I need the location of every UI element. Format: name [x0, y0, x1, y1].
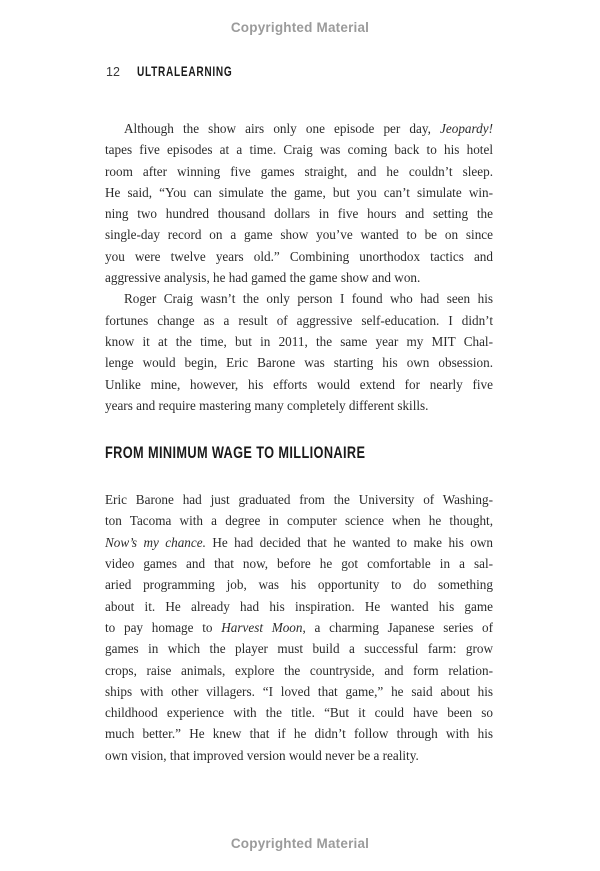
body-line [105, 139, 493, 160]
body-line [105, 288, 493, 309]
body-text: aggressive analysis, he had gamed the game show and won. [105, 270, 421, 286]
body-line [105, 352, 493, 373]
body-text: aried programming job, was his opportunity to do something [105, 577, 493, 593]
body-text: childhood experience with the title. “But it could have been so [105, 705, 493, 721]
body-line [105, 574, 493, 595]
paragraph [105, 118, 493, 288]
body-line [105, 203, 493, 224]
body-text: fortunes change as a result of aggressive self-education. I didn’t [105, 312, 493, 328]
body-line [105, 681, 493, 702]
body-text: much better.” He knew that if he didn’t follow through with his [105, 726, 493, 742]
body-line [105, 489, 493, 510]
body-text: , a charming Japanese series of [302, 619, 493, 635]
body-text: ships with other villagers. “I loved that game,” he said about his [105, 683, 493, 699]
page-header [106, 63, 269, 81]
body-line [105, 224, 493, 245]
body-line [105, 745, 493, 766]
body-text: about it. He already had his inspiration. He wanted his game [105, 598, 493, 614]
body-text: single-day record on a game show you’ve wanted to be on since [105, 227, 493, 243]
page-body [105, 118, 493, 766]
copyright-notice-top: Copyrighted Material [230, 20, 370, 35]
body-text: video games and that now, before he got comfortable in a sal- [105, 556, 493, 572]
body-text: ton Tacoma with a degree in computer science when he thought, [105, 513, 493, 529]
paragraph [105, 288, 493, 416]
body-line [105, 331, 493, 352]
body-text: years and require mastering many completely different skills. [105, 397, 429, 413]
body-text: own vision, that improved version would never be a reality. [105, 747, 419, 763]
body-line [105, 596, 493, 617]
body-text: Roger Craig wasn’t the only person I found who had seen his [124, 291, 493, 307]
running-title: ULTRALEARNING [136, 63, 233, 79]
italic-text: Harvest Moon [221, 619, 303, 635]
body-text: lenge would begin, Eric Barone was starting his own obsession. [105, 355, 493, 371]
body-text: ning two hundred thousand dollars in five hours and setting the [105, 206, 493, 222]
body-text: tapes five episodes at a time. Craig was coming back to his hotel [105, 142, 493, 158]
body-line [105, 553, 493, 574]
body-line [105, 182, 493, 203]
body-text: Although the show airs only one episode per day, [124, 121, 441, 136]
body-line [105, 723, 493, 744]
body-line [105, 702, 493, 723]
body-text: you were twelve years old.” Combining unorthodox tactics and [105, 248, 493, 264]
body-line [105, 395, 493, 416]
body-text: Eric Barone had just graduated from the University of Washing- [105, 492, 493, 508]
paragraph [105, 489, 493, 766]
body-line [105, 532, 493, 553]
page-number: 12 [106, 65, 120, 79]
body-line [105, 161, 493, 182]
section-heading: FROM MINIMUM WAGE TO MILLIONAIRE [105, 443, 366, 463]
body-text: know it at the time, but in 2011, the same year my MIT Chal- [105, 333, 493, 349]
body-line [105, 310, 493, 331]
body-text: He had decided that he wanted to make his own [205, 534, 493, 550]
body-text: to pay homage to [105, 619, 222, 635]
body-line [105, 660, 493, 681]
copyright-notice-bottom: Copyrighted Material [230, 836, 370, 851]
body-text: crops, raise animals, explore the countryside, and form relation- [105, 662, 493, 678]
body-line [105, 374, 493, 395]
body-line [105, 617, 493, 638]
body-text: room after winning five games straight, and he couldn’t sleep. [105, 163, 493, 179]
italic-text: Jeopardy! [440, 121, 493, 136]
body-line [105, 267, 493, 288]
body-line [105, 510, 493, 531]
body-line [105, 638, 493, 659]
italic-text: Now’s my chance. [105, 534, 206, 550]
body-line [105, 246, 493, 267]
body-text: games in which the player must build a successful farm: grow [105, 641, 493, 657]
body-line [105, 118, 493, 139]
body-text: He said, “You can simulate the game, but you can’t simulate win- [105, 184, 493, 200]
body-text: Unlike mine, however, his efforts would extend for nearly five [105, 376, 493, 392]
